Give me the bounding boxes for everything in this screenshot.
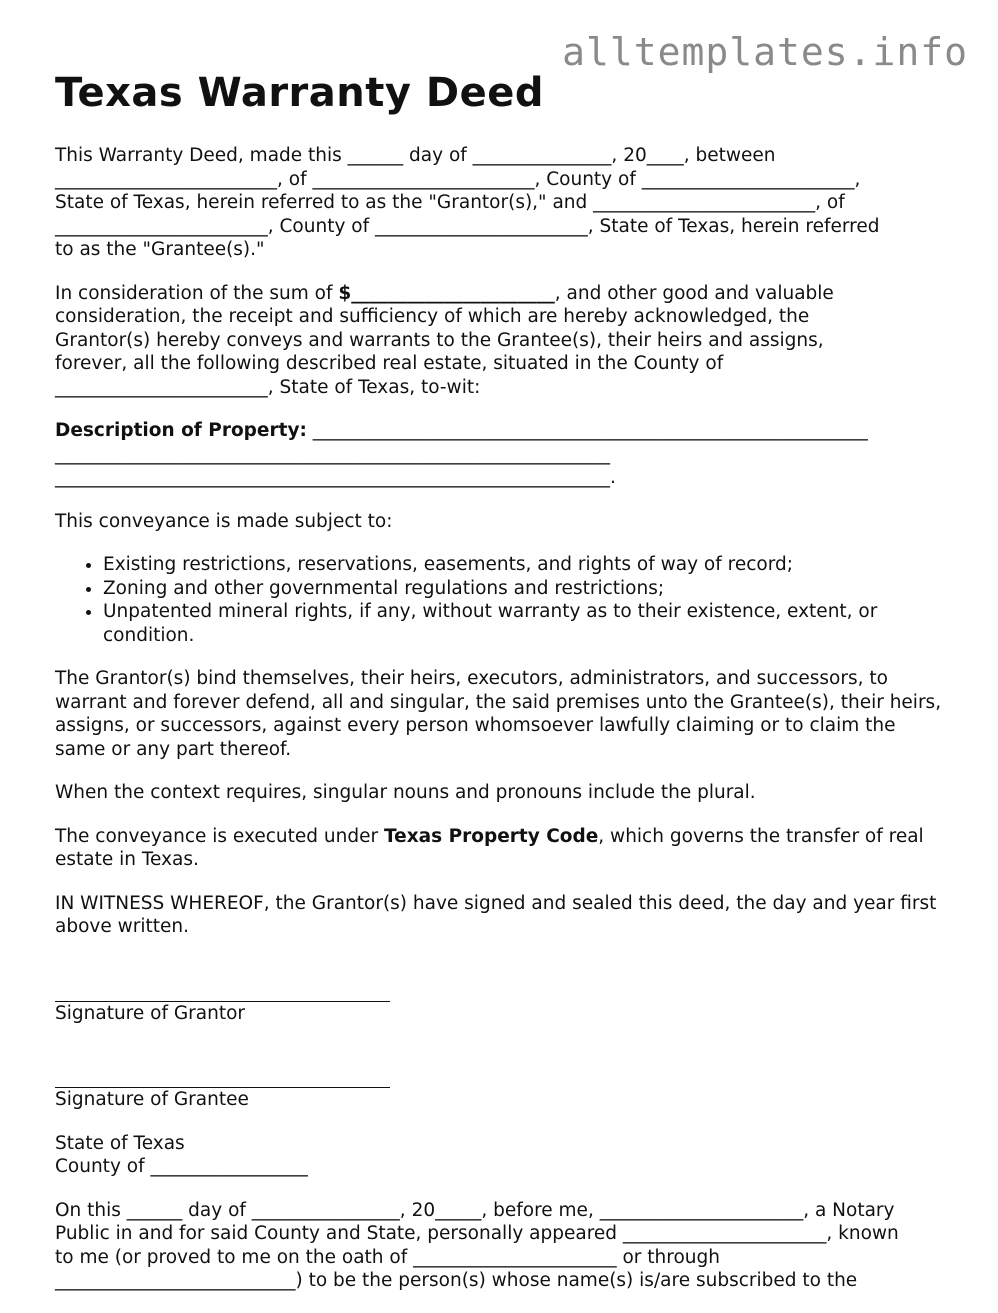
property-description-line-2: ____________________________________________________________ [55, 443, 610, 465]
property-code-after: , which governs the transfer of real estate in Texas. [55, 825, 924, 870]
consideration-line-4: forever, all the following described real estate, situated in the County of [55, 353, 724, 374]
subject-intro: This conveyance is made subject to: [55, 510, 393, 532]
list-item: • Zoning and other governmental regulations and restrictions; [103, 577, 945, 601]
sum-field: $______________________ [338, 282, 555, 304]
list-item: • Unpatented mineral rights, if any, without warranty as to their existence, extent, or condition. [103, 600, 945, 647]
grantee-signature-line[interactable] [55, 1065, 390, 1088]
consideration-line-5: _______________________, State of Texas, to-wit: [55, 376, 481, 398]
property-description-line-1: ____________________________________________________________ [306, 420, 868, 441]
document-body [55, 144, 945, 1313]
property-code-before: The conveyance is executed under [55, 825, 384, 847]
grantor-signature-label: Signature of Grantor [55, 1002, 246, 1024]
warranty-paragraph: The Grantor(s) bind themselves, their heirs, executors, administrators, and successors, to warrant and forever defend, all and singular, the said premises unto the Grantee(s), their heirs, assigns, or successors, against every person whomsoever lawfully claiming or to claim the same or any part thereof. [55, 668, 942, 760]
consideration-line-2: consideration, the receipt and sufficiency of which are hereby acknowledged, the [55, 306, 810, 327]
notary-line-3: to me (or proved to me on the oath of ______________________ or through [55, 1246, 720, 1268]
intro-line-4: _______________________, County of _______________________, State of Texas, herein referred [55, 215, 880, 237]
grantee-signature-block [55, 1065, 945, 1112]
notary-line-4: __________________________) to be the person(s) whose name(s) is/are subscribed to the [55, 1270, 858, 1291]
property-description-line-3: ____________________________________________________________. [55, 467, 616, 488]
consideration-line-1-rest: , and other good and valuable [554, 282, 834, 304]
notary-county: County of _________________ [55, 1156, 308, 1177]
intro-line-2: ________________________, of ________________________, County of _______________________, [55, 168, 861, 190]
context-paragraph: When the context requires, singular nouns and pronouns include the plural. [55, 782, 756, 803]
grantor-signature-line[interactable] [55, 979, 390, 1002]
property-code-bold: Texas Property Code [383, 825, 599, 847]
grantee-signature-label: Signature of Grantee [55, 1089, 249, 1110]
consideration-line-3: Grantor(s) hereby conveys and warrants to the Grantee(s), their heirs and assigns, [55, 329, 824, 351]
property-code-paragraph [55, 825, 945, 872]
conditions-list [55, 553, 945, 647]
notary-venue [55, 1132, 945, 1179]
page-title: Texas Warranty Deed [55, 70, 544, 116]
property-description-label: Description of Property: [55, 420, 307, 441]
intro-line-3: State of Texas, herein referred to as the "Grantor(s)," and ________________________, of [55, 192, 845, 213]
watermark: alltemplates.info [562, 30, 968, 74]
intro-line-1: This Warranty Deed, made this ______ day of _______________, 20____, between [55, 145, 776, 166]
intro-line-5: to as the "Grantee(s)." [55, 239, 265, 260]
list-item: • Existing restrictions, reservations, easements, and rights of way of record; [103, 553, 945, 577]
notary-line-2: Public in and for said County and State, personally appeared ______________________, known [55, 1223, 899, 1244]
grantor-signature-block [55, 979, 945, 1026]
intro-paragraph [55, 144, 945, 262]
consideration-paragraph [55, 282, 945, 400]
witness-paragraph: IN WITNESS WHEREOF, the Grantor(s) have signed and sealed this deed, the day and year first above written. [55, 892, 937, 937]
notary-line-1: On this ______ day of ________________, 20_____, before me, ______________________, a Notary [55, 1199, 895, 1221]
consideration-text: In consideration of the sum of [55, 282, 339, 304]
notary-paragraph [55, 1199, 945, 1293]
property-description [55, 419, 945, 490]
notary-state: State of Texas [55, 1132, 185, 1154]
